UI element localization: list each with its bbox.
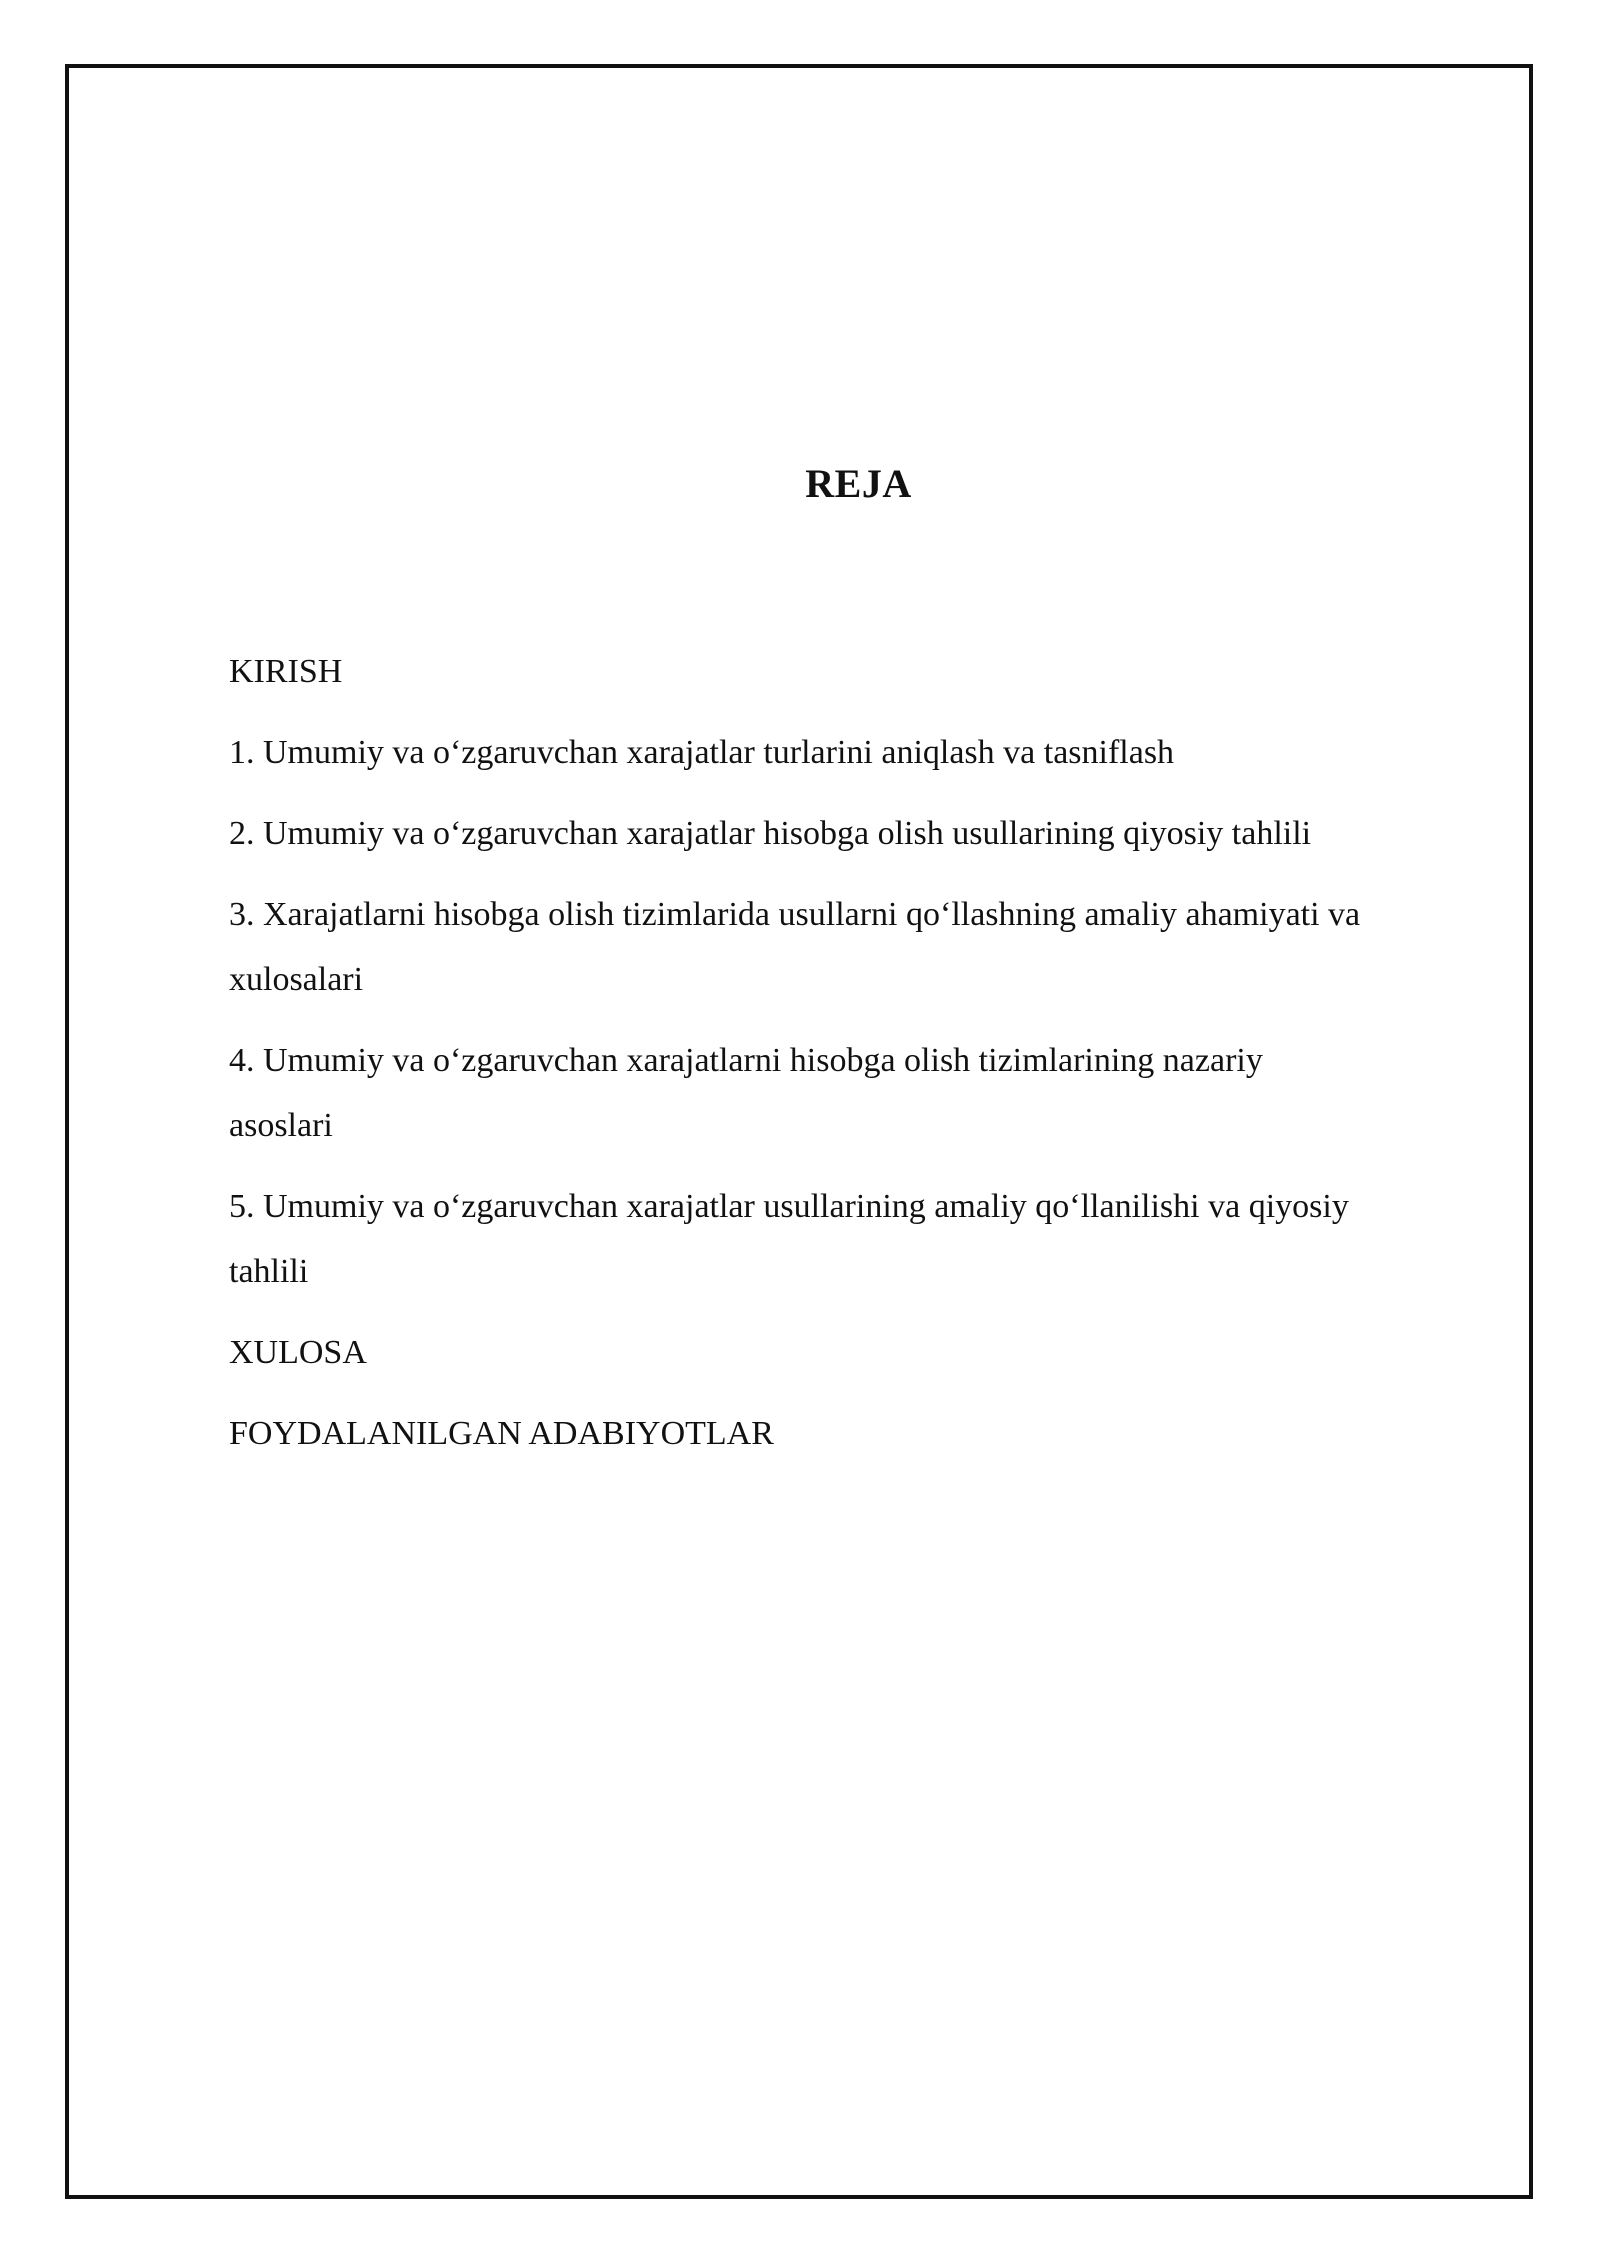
plan-entry-3 xyxy=(229,882,1499,1012)
plan-entry-introduction xyxy=(229,639,1499,704)
plan-entry-text: 1. Umumiy va o‘zgaruvchan xarajatlar turlarini aniqlash va tasniflash xyxy=(229,734,1175,771)
plan-contents-list xyxy=(229,639,1499,1482)
plan-entry-5 xyxy=(229,1174,1499,1304)
plan-entry-text: 2. Umumiy va o‘zgaruvchan xarajatlar hisobga olish usullarining qiyosiy tahlili xyxy=(229,815,1312,852)
plan-entry-text: XULOSA xyxy=(229,1334,367,1371)
plan-entry-text: KIRISH xyxy=(229,653,343,690)
plan-entry-4 xyxy=(229,1028,1499,1158)
plan-entry-text: 4. Umumiy va o‘zgaruvchan xarajatlarni hisobga olish tizimlarining nazariy asoslari xyxy=(229,1042,1263,1144)
page-title: REJA xyxy=(805,461,912,506)
plan-entry-1 xyxy=(229,720,1499,785)
plan-entry-text: 5. Umumiy va o‘zgaruvchan xarajatlar usullarining amaliy qo‘llanilishi va qiyosiy tahlili xyxy=(229,1188,1349,1290)
plan-entry-references xyxy=(229,1401,1499,1466)
plan-entry-text: 3. Xarajatlarni hisobga olish tizimlarida usullarni qo‘llashning amaliy ahamiyati va xulosalari xyxy=(229,896,1361,998)
plan-entry-2 xyxy=(229,801,1499,866)
plan-entry-text: FOYDALANILGAN ADABIYOTLAR xyxy=(229,1415,774,1452)
plan-entry-conclusion xyxy=(229,1320,1499,1385)
